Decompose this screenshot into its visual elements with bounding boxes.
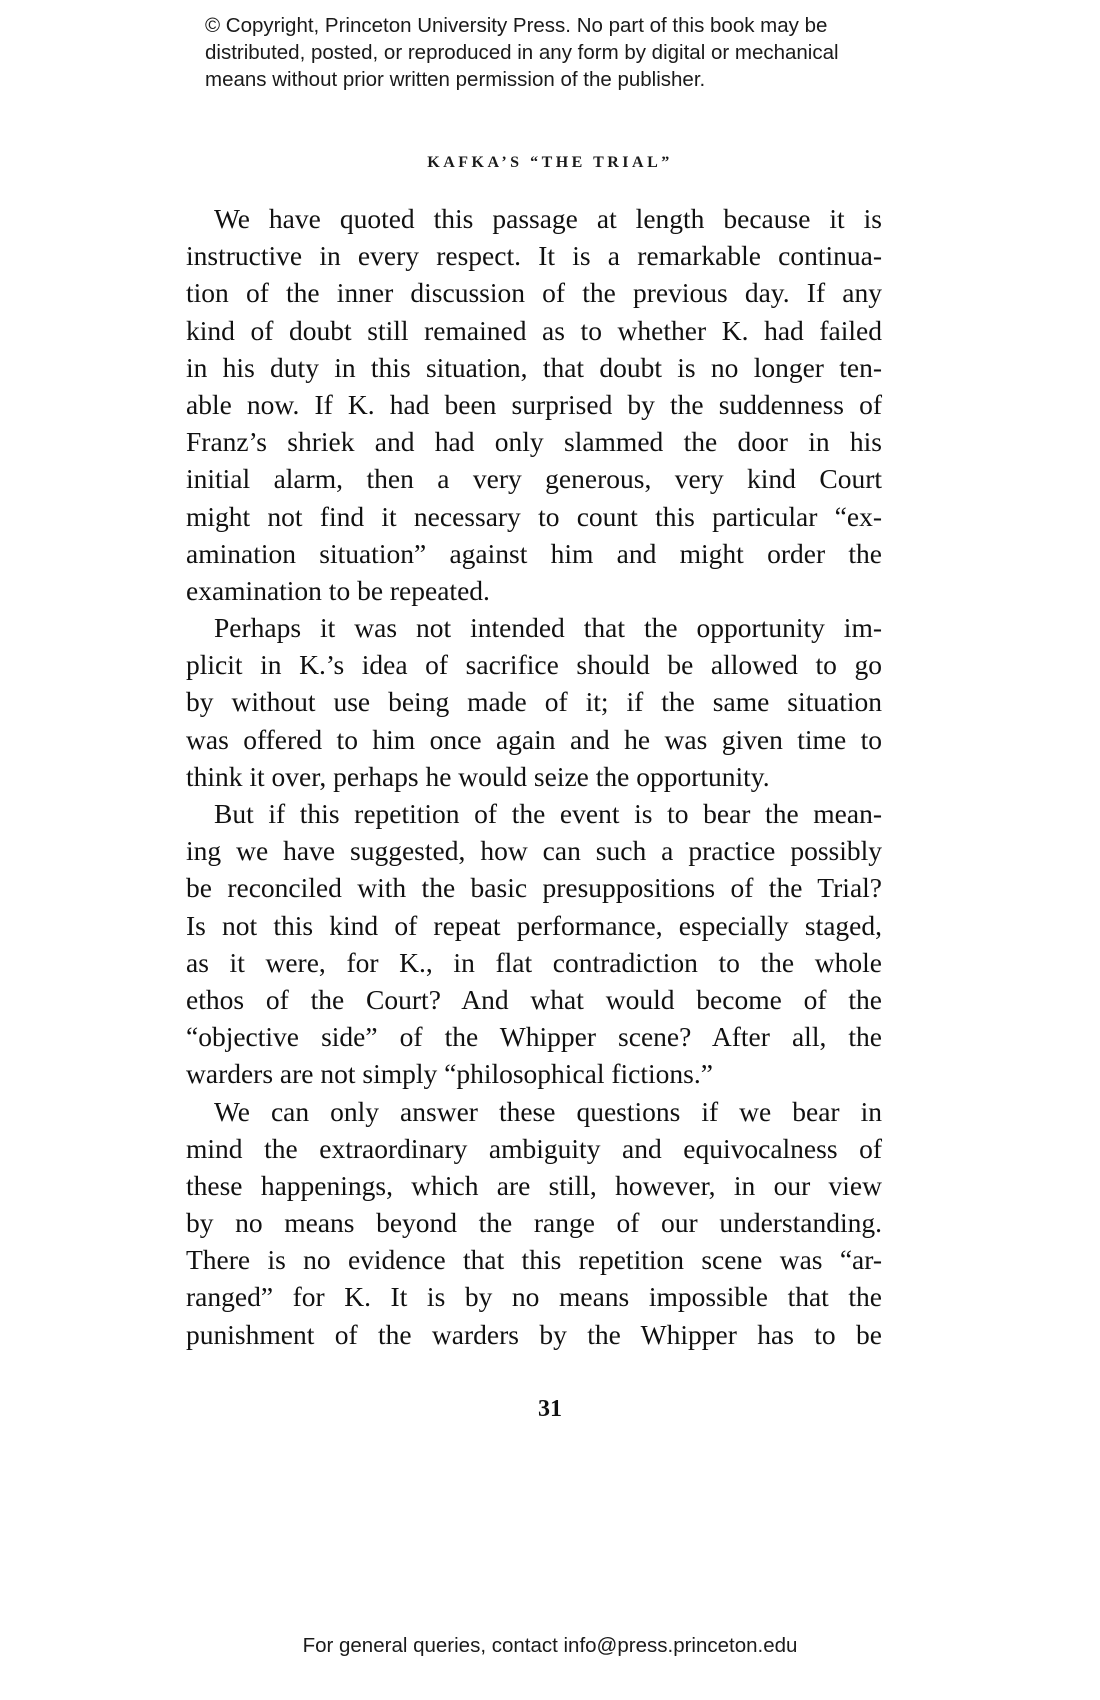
footer-contact: For general queries, contact info@press.princeton.edu [302, 1634, 798, 1657]
paragraph [186, 609, 882, 795]
text-line: But if this repetition of the event is to bear the mean- [214, 798, 882, 829]
text-line: think it over, perhaps he would seize the opportunity. [186, 760, 770, 792]
text-line: in his duty in this situation, that doubt is no longer ten- [186, 351, 882, 383]
text-line: these happenings, which are still, however, in our view [186, 1169, 882, 1201]
text-line: punishment of the warders by the Whipper has to be [186, 1318, 882, 1350]
text-line: tion of the inner discussion of the previous day. If any [186, 277, 882, 309]
text-line: We have quoted this passage at length because it is [214, 203, 882, 234]
text-line: “objective side” of the Whipper scene? After all, the [186, 1021, 882, 1053]
text-line: instructive in every respect. It is a remarkable continua- [186, 240, 882, 272]
text-line: Perhaps it was not intended that the opportunity im- [214, 612, 882, 644]
text-line: ranged” for K. It is by no means impossible that the [186, 1281, 882, 1313]
copyright-line: distributed, posted, or reproduced in any form by digital or mechanical [205, 41, 839, 64]
copyright-line: © Copyright, Princeton University Press. No part of this book may be [205, 14, 828, 37]
text-line: Franz’s shriek and had only slammed the door in his [186, 426, 882, 458]
text-line: ethos of the Court? And what would become of the [186, 983, 882, 1015]
paragraph [186, 200, 882, 609]
running-head: KAFKA’S “THE TRIAL” [427, 154, 673, 171]
text-line: able now. If K. had been surprised by the suddenness of [186, 388, 882, 420]
text-line: initial alarm, then a very generous, very kind Court [186, 463, 882, 495]
text-line: amination situation” against him and might order the [186, 537, 882, 569]
text-line: warders are not simply “philosophical fictions.” [186, 1058, 713, 1090]
text-line: ing we have suggested, how can such a practice possibly [186, 835, 882, 867]
copyright-line: means without prior written permission of the publisher. [205, 68, 706, 91]
text-line: examination to be repeated. [186, 574, 490, 606]
text-line: might not find it necessary to count this particular “ex- [186, 500, 882, 532]
page-number: 31 [538, 1396, 562, 1422]
text-line: Is not this kind of repeat performance, especially staged, [186, 909, 882, 941]
body-text [186, 200, 882, 1353]
text-line: by without use being made of it; if the same situation [186, 686, 882, 718]
text-line: by no means beyond the range of our understanding. [186, 1207, 882, 1239]
paragraph [186, 1093, 882, 1353]
text-line: was offered to him once again and he was given time to [186, 723, 882, 755]
text-line: We can only answer these questions if we bear in [214, 1095, 882, 1127]
paragraph [186, 795, 882, 1093]
copyright-notice [205, 12, 925, 93]
text-line: There is no evidence that this repetition scene was “ar- [186, 1244, 882, 1276]
text-line: mind the extraordinary ambiguity and equivocalness of [186, 1132, 882, 1164]
text-line: plicit in K.’s idea of sacrifice should be allowed to go [186, 649, 882, 681]
text-line: kind of doubt still remained as to whether K. had failed [186, 314, 882, 346]
text-line: as it were, for K., in flat contradiction to the whole [186, 946, 882, 978]
text-line: be reconciled with the basic presuppositions of the Trial? [186, 872, 882, 904]
